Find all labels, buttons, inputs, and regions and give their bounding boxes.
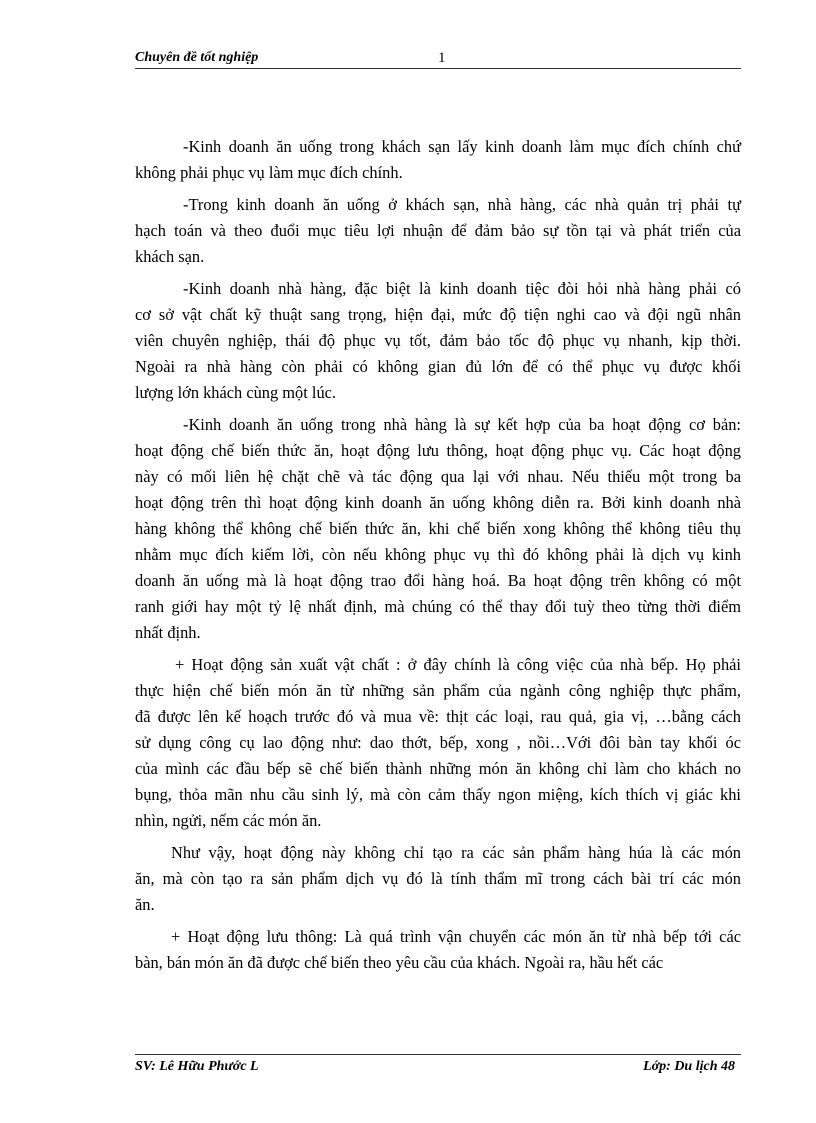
text-line: hoạt động chế biến thức ăn, hoạt động lưu thông, hoạt động phục vụ. Các hoạt động bbox=[135, 441, 741, 460]
paragraph bbox=[135, 412, 741, 646]
text-line: của mình các đầu bếp sẽ chế biến thành những món ăn không chỉ làm cho khách no bbox=[135, 759, 741, 778]
paragraph bbox=[135, 192, 741, 270]
text-line: ăn, mà còn tạo ra sản phẩm dịch vụ đó là tính thẩm mĩ trong cách bài trí các món bbox=[135, 869, 741, 888]
text-line: ăn. bbox=[135, 895, 155, 914]
paragraph bbox=[135, 652, 741, 834]
text-line: hàng không thể không chế biến thức ăn, khi chế biến xong không thể không tiêu thụ bbox=[135, 519, 741, 538]
text-line: đã được lên kế hoạch trước đó và mua về: thịt các loại, rau quả, gia vị, …bằng cách bbox=[135, 707, 741, 726]
paragraph bbox=[135, 276, 741, 406]
paragraph bbox=[135, 840, 741, 918]
text-line: hoạt động trên thì hoạt động kinh doanh ăn uống không diễn ra. Bởi kinh doanh nhà bbox=[135, 493, 741, 512]
text-line: nhất định. bbox=[135, 623, 201, 642]
text-line: không phải phục vụ làm mục đích chính. bbox=[135, 163, 403, 182]
text-line: -Kinh doanh ăn uống trong khách sạn lấy kinh doanh làm mục đích chính chứ bbox=[183, 137, 741, 156]
text-line: ranh giới hay một tỷ lệ nhất định, mà chúng có thể thay đổi tuỳ theo từng thời điểm bbox=[135, 597, 741, 616]
text-line: + Hoạt động lưu thông: Là quá trình vận chuyển các món ăn từ nhà bếp tới các bbox=[171, 927, 741, 946]
page-number: 1 bbox=[438, 50, 446, 66]
text-line: -Kinh doanh nhà hàng, đặc biệt là kinh doanh tiệc đòi hỏi nhà hàng phải có bbox=[183, 279, 741, 298]
text-line: thực hiện chế biến món ăn từ những sản phẩm của ngành công nghiệp thực phẩm, bbox=[135, 681, 741, 700]
text-line: sử dụng công cụ lao động như: dao thớt, bếp, xong , nồi…Với đôi bàn tay khối óc bbox=[135, 733, 741, 752]
text-line: lượng lớn khách cùng một lúc. bbox=[135, 383, 337, 402]
text-line: cơ sở vật chất kỹ thuật sang trọng, hiện đại, mức độ tiện nghi cao và đội ngũ nhân bbox=[135, 305, 741, 324]
text-line: -Kinh doanh ăn uống trong nhà hàng là sự kết hợp của ba hoạt động cơ bản: bbox=[183, 415, 741, 434]
text-line: doanh ăn uống mà là hoạt động trao đổi hàng hoá. Ba hoạt động trên không có một bbox=[135, 571, 741, 590]
text-line: nhìn, ngửi, nếm các món ăn. bbox=[135, 811, 322, 830]
text-line: Như vậy, hoạt động này không chỉ tạo ra các sản phẩm hàng húa là các món bbox=[171, 843, 741, 862]
footer-class: Lớp: Du lịch 48 bbox=[643, 1059, 735, 1074]
text-line: + Hoạt động sản xuất vật chất : ở đây chính là công việc của nhà bếp. Họ phải bbox=[175, 655, 741, 674]
text-line: khách sạn. bbox=[135, 247, 205, 266]
document-body bbox=[135, 134, 741, 982]
footer-student: SV: Lê Hữu Phước L bbox=[135, 1059, 259, 1074]
text-line: này có mối liên hệ chặt chẽ và tác động qua lại với nhau. Nếu thiếu một trong ba bbox=[135, 467, 741, 486]
page-footer bbox=[135, 1054, 741, 1077]
paragraph bbox=[135, 924, 741, 976]
text-line: bụng, thỏa mãn nhu cầu sinh lý, mà còn cảm thấy ngon miệng, kích thích vị giác khi bbox=[135, 785, 741, 804]
text-line: Ngoài ra nhà hàng còn phải có không gian đủ lớn để có thể phục vụ được khối bbox=[135, 357, 741, 376]
header-title: Chuyên đề tốt nghiệp bbox=[135, 50, 259, 65]
text-line: -Trong kinh doanh ăn uống ở khách sạn, nhà hàng, các nhà quản trị phải tự bbox=[183, 195, 741, 214]
text-line: hạch toán và theo đuổi mục tiêu lợi nhuận để đảm bảo sự tồn tại và phát triển của bbox=[135, 221, 741, 240]
page-header bbox=[135, 50, 741, 69]
text-line: viên chuyên nghiệp, thái độ phục vụ tốt, đảm bảo tốc độ phục vụ nhanh, kịp thời. bbox=[135, 331, 741, 350]
text-line: nhằm mục đích kiếm lời, còn nếu không phục vụ thì đó không phải là dịch vụ kinh bbox=[135, 545, 741, 564]
paragraph bbox=[135, 134, 741, 186]
text-line: bàn, bán món ăn đã được chế biến theo yêu cầu của khách. Ngoài ra, hầu hết các bbox=[135, 953, 664, 972]
